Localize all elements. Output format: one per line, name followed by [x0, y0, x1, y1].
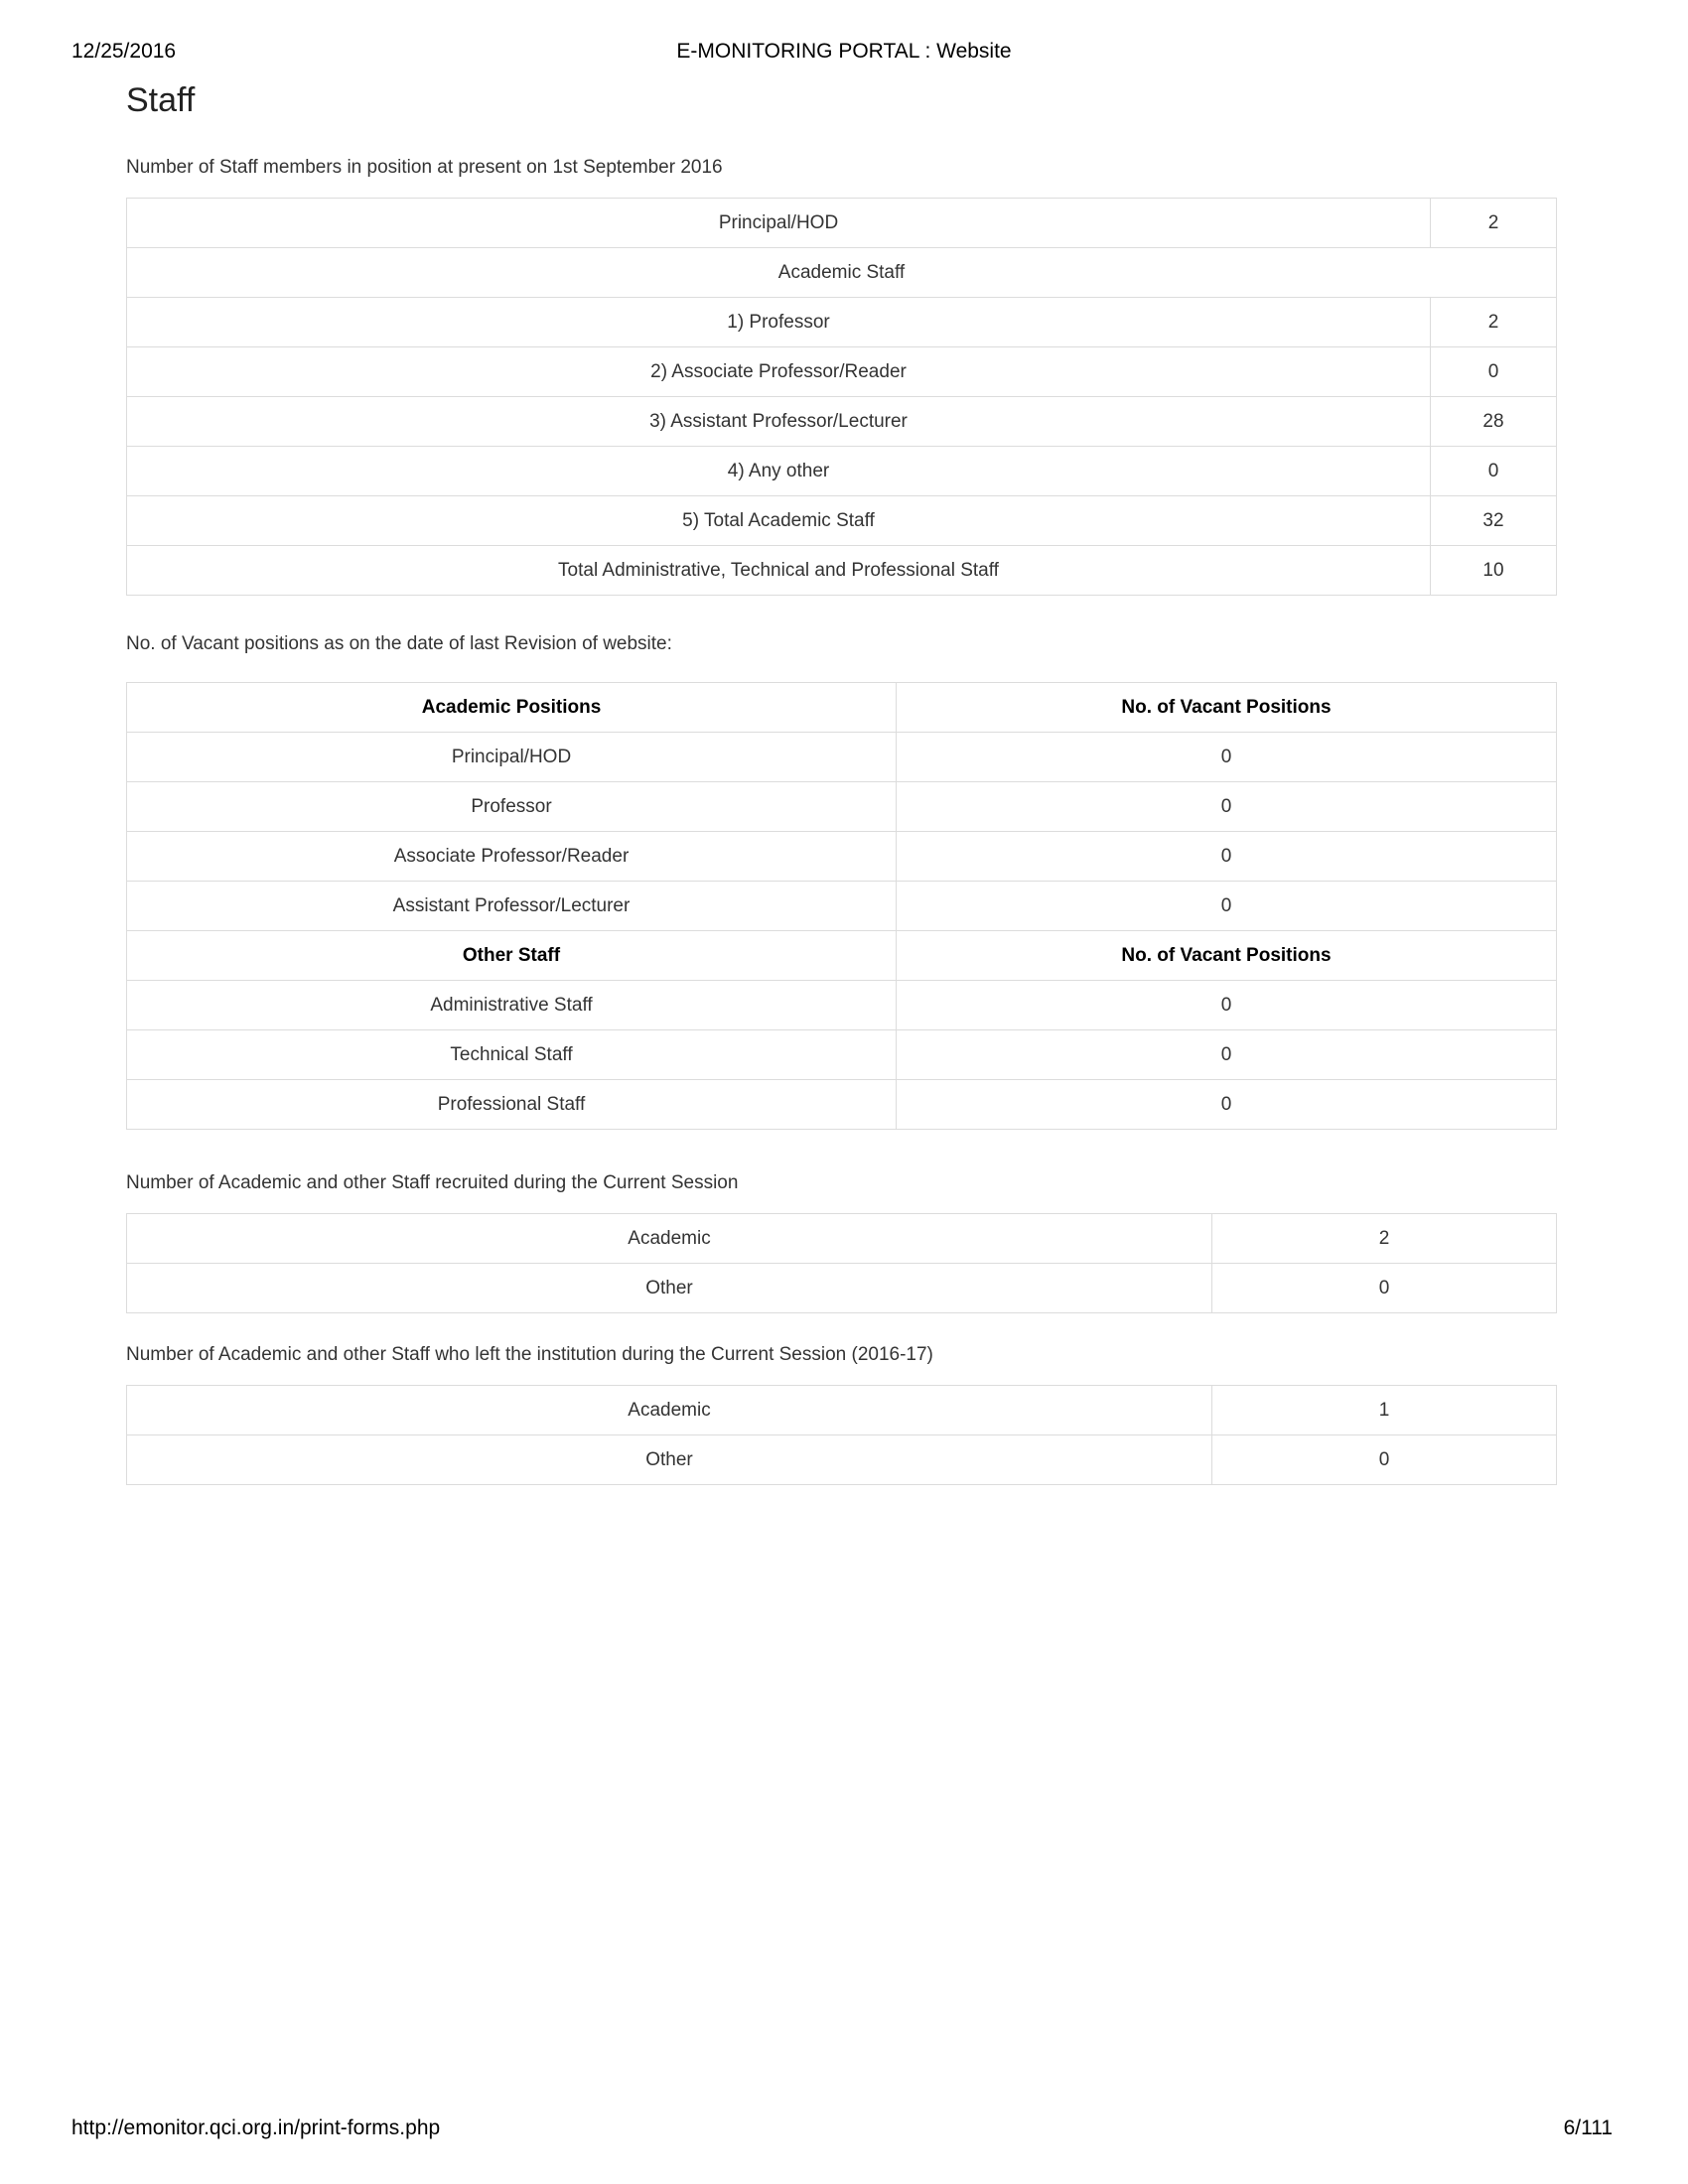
- row-value: 28: [1431, 397, 1557, 447]
- row-label: Other: [127, 1435, 1212, 1485]
- table-row: [127, 733, 1557, 782]
- table-row: [127, 1435, 1557, 1485]
- row-label: Assistant Professor/Lecturer: [127, 882, 897, 931]
- row-value: 0: [1212, 1435, 1557, 1485]
- print-date: 12/25/2016: [71, 40, 177, 63]
- vacant-positions-table: [126, 682, 1557, 1130]
- row-label: Associate Professor/Reader: [127, 832, 897, 882]
- left-table: [126, 1385, 1557, 1485]
- row-label: Professional Staff: [127, 1080, 897, 1130]
- table-row: [127, 882, 1557, 931]
- staff-in-position-caption: Number of Staff members in position at present on 1st September 2016: [126, 157, 723, 178]
- column-header: Other Staff: [127, 931, 897, 981]
- row-value: 1: [1212, 1386, 1557, 1435]
- table-row: [127, 199, 1557, 248]
- row-value: 0: [897, 1080, 1557, 1130]
- print-url: http://emonitor.qci.org.in/print-forms.php: [71, 2116, 441, 2139]
- table-row: [127, 546, 1557, 596]
- recruited-table: [126, 1213, 1557, 1313]
- row-value: 0: [897, 981, 1557, 1030]
- print-title: E-MONITORING PORTAL : Website: [676, 40, 1012, 63]
- row-value: 32: [1431, 496, 1557, 546]
- section-label: Academic Staff: [127, 248, 1557, 298]
- vacant-positions-caption: No. of Vacant positions as on the date of last Revision of website:: [126, 633, 672, 654]
- staff-in-position-table: [126, 198, 1557, 596]
- table-row: [127, 397, 1557, 447]
- row-label: Administrative Staff: [127, 981, 897, 1030]
- row-value: 0: [897, 832, 1557, 882]
- table-row: [127, 248, 1557, 298]
- row-value: 0: [1431, 447, 1557, 496]
- row-label: Academic: [127, 1386, 1212, 1435]
- table-row: [127, 1386, 1557, 1435]
- table-header-row: [127, 931, 1557, 981]
- table-row: [127, 447, 1557, 496]
- row-value: 0: [897, 882, 1557, 931]
- row-label: Academic: [127, 1214, 1212, 1264]
- column-header: No. of Vacant Positions: [897, 931, 1557, 981]
- row-label: Principal/HOD: [127, 199, 1431, 248]
- row-label: 5) Total Academic Staff: [127, 496, 1431, 546]
- row-label: Other: [127, 1264, 1212, 1313]
- row-value: 10: [1431, 546, 1557, 596]
- left-caption: Number of Academic and other Staff who left the institution during the Current Session (2016-17): [126, 1344, 933, 1365]
- table-row: [127, 347, 1557, 397]
- row-value: 2: [1431, 199, 1557, 248]
- row-label: Technical Staff: [127, 1030, 897, 1080]
- row-label: Total Administrative, Technical and Professional Staff: [127, 546, 1431, 596]
- row-label: 3) Assistant Professor/Lecturer: [127, 397, 1431, 447]
- column-header: No. of Vacant Positions: [897, 683, 1557, 733]
- table-row: [127, 1030, 1557, 1080]
- row-value: 0: [897, 1030, 1557, 1080]
- table-header-row: [127, 683, 1557, 733]
- recruited-caption: Number of Academic and other Staff recruited during the Current Session: [126, 1172, 739, 1193]
- row-label: Principal/HOD: [127, 733, 897, 782]
- table-row: [127, 298, 1557, 347]
- row-value: 0: [897, 782, 1557, 832]
- table-row: [127, 981, 1557, 1030]
- row-label: Professor: [127, 782, 897, 832]
- row-value: 2: [1212, 1214, 1557, 1264]
- row-value: 0: [1431, 347, 1557, 397]
- page-title: Staff: [126, 81, 196, 119]
- row-label: 4) Any other: [127, 447, 1431, 496]
- row-label: 1) Professor: [127, 298, 1431, 347]
- column-header: Academic Positions: [127, 683, 897, 733]
- table-row: [127, 1214, 1557, 1264]
- row-value: 0: [897, 733, 1557, 782]
- row-value: 2: [1431, 298, 1557, 347]
- table-row: [127, 496, 1557, 546]
- table-row: [127, 832, 1557, 882]
- table-row: [127, 1264, 1557, 1313]
- table-row: [127, 1080, 1557, 1130]
- page-number: 6/111: [1563, 2116, 1613, 2139]
- row-value: 0: [1212, 1264, 1557, 1313]
- table-row: [127, 782, 1557, 832]
- row-label: 2) Associate Professor/Reader: [127, 347, 1431, 397]
